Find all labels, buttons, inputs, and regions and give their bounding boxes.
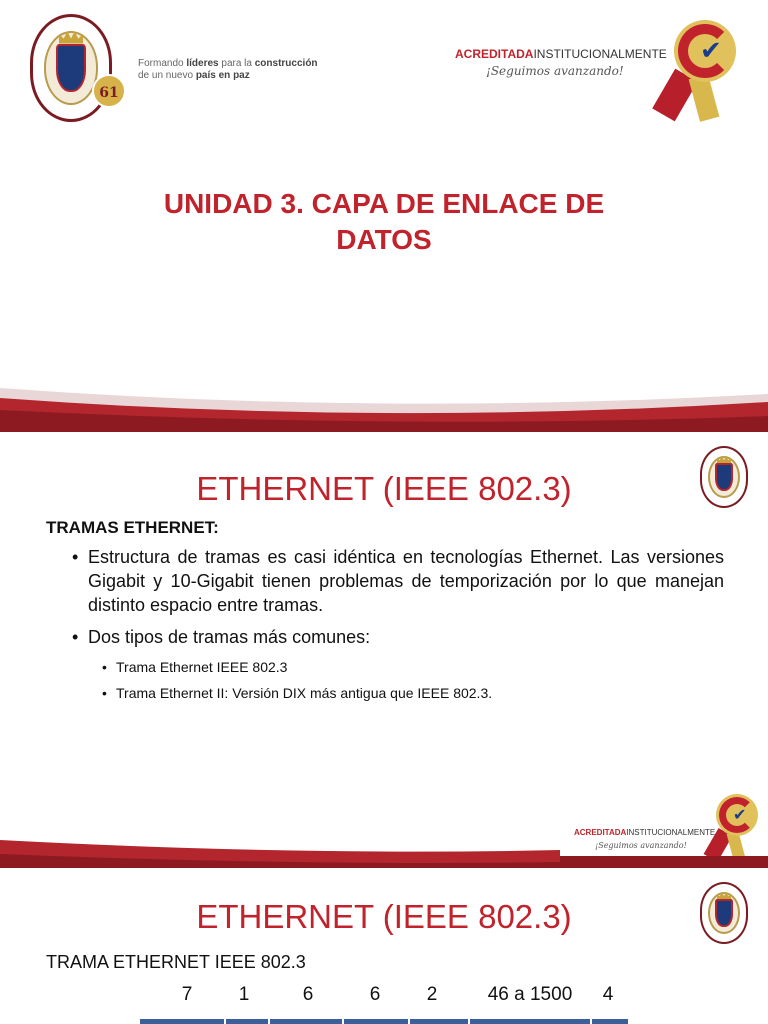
frame-label: TRAMA ETHERNET IEEE 802.3 bbox=[46, 952, 306, 972]
sub-bullet-item: • Trama Ethernet IEEE 802.3 bbox=[102, 657, 724, 677]
field-size-preamble: 7 bbox=[181, 984, 193, 1005]
accreditation-slogan: ¡Seguimos avanzando! bbox=[486, 64, 624, 78]
field-size-fcs: 4 bbox=[602, 984, 614, 1005]
university-crest-small-logo bbox=[700, 446, 748, 508]
university-tagline: Formando líderes para la construcción de un nuevo país en paz bbox=[138, 58, 318, 81]
field-size-sfd: 1 bbox=[238, 984, 250, 1005]
bullet-item: • Estructura de tramas es casi idéntica en tecnologías Ethernet. Las versiones Gigabit y 10-Gigabit tienen problemas de temporización por lo que manejan distinto espacio entre tramas. bbox=[72, 545, 724, 617]
accreditation-label: ACREDITADAINSTITUCIONALMENTE bbox=[455, 47, 667, 61]
frame-table-header bbox=[140, 1019, 630, 1024]
field-size-length: 2 bbox=[426, 984, 438, 1005]
university-crest-small-logo bbox=[700, 882, 748, 944]
accreditation-seal-icon: ✔ bbox=[660, 14, 740, 124]
slide-ethernet-8023-frame bbox=[0, 868, 768, 1024]
anniversary-61-badge: 61 bbox=[92, 74, 126, 108]
decorative-red-swoosh bbox=[0, 830, 768, 868]
slide-title: ETHERNET (IEEE 802.3) bbox=[196, 470, 572, 507]
sub-bullet-item: • Trama Ethernet II: Versión DIX más antigua que IEEE 802.3. bbox=[102, 683, 724, 703]
decorative-red-swoosh bbox=[0, 376, 768, 432]
bullet-list bbox=[72, 545, 724, 709]
accreditation-seal-small-icon: ✔ bbox=[708, 792, 762, 864]
accreditation-slogan-small: ¡Seguimos avanzando! bbox=[595, 841, 687, 850]
field-size-dest-address: 6 bbox=[302, 984, 314, 1005]
unit-title: UNIDAD 3. CAPA DE ENLACE DE DATOS bbox=[163, 188, 605, 255]
field-size-src-address: 6 bbox=[369, 984, 381, 1005]
slide-ethernet-frames bbox=[0, 432, 768, 868]
slide-title bbox=[0, 0, 768, 432]
section-subheading: TRAMAS ETHERNET: bbox=[46, 518, 219, 537]
field-size-data: 46 a 1500 bbox=[487, 984, 573, 1005]
slide-title: ETHERNET (IEEE 802.3) bbox=[196, 898, 572, 935]
frame-field-sizes bbox=[0, 984, 768, 1008]
accreditation-label-small: ACREDITADAINSTITUCIONALMENTE bbox=[574, 828, 716, 837]
bullet-item: • Dos tipos de tramas más comunes: bbox=[72, 625, 724, 649]
